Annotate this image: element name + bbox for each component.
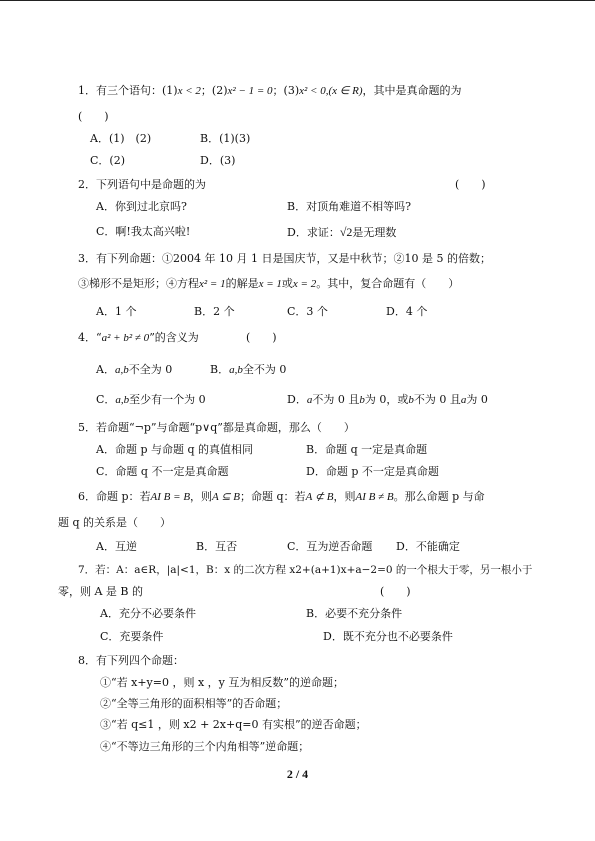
option-d: D．(3) — [200, 154, 236, 167]
math-expression: a² + b² ≠ 0 — [101, 332, 150, 344]
option-d: D．4 个 — [386, 305, 428, 318]
option-b: B．2 个 — [194, 305, 235, 318]
option-label: C． — [96, 393, 116, 406]
sqrt-expression: √2 — [339, 225, 353, 239]
option-text: 为 0，或 — [364, 393, 409, 406]
option-text: D．求证： — [287, 226, 340, 239]
option-text: 至少有一个为 0 — [129, 393, 206, 406]
option-c: C．互为逆否命题 — [287, 540, 373, 553]
question-number: 4． — [78, 331, 96, 344]
option-a: A．你到过北京吗? — [96, 200, 187, 213]
option-text: 不为 0 且 — [413, 393, 461, 406]
option-d — [287, 393, 488, 407]
question-8-item-1: ①“若 x+y=0 ，则 x ，y 互为相反数”的逆命题； — [100, 676, 344, 689]
stem-text: ；命题 q：若 — [240, 490, 306, 503]
question-7-line2: 零，则 A 是 B 的 — [58, 585, 144, 598]
question-8-stem: 8．有下列四个命题： — [78, 654, 184, 667]
stem-text: ，则 — [190, 490, 213, 503]
question-8-item-3: ③“若 q≤1 ，则 x2 + 2x+q=0 有实根”的逆否命题； — [100, 718, 367, 731]
option-d: D．既不充分也不必要条件 — [323, 630, 453, 643]
option-a: A．互逆 — [96, 540, 137, 553]
option-label: D． — [287, 393, 307, 406]
math-expression: x = 1 — [258, 278, 282, 290]
option-text: 全不为 0 — [242, 363, 287, 376]
answer-paren: ( ) — [246, 331, 277, 344]
stem-text: 的解是 — [225, 277, 259, 290]
option-b — [210, 363, 286, 377]
option-text: 是无理数 — [352, 226, 397, 239]
stem-text: ，其中是真命题的为 — [362, 84, 462, 97]
question-8-item-2: ②“全等三角形的面积相等”的否命题； — [100, 697, 288, 710]
math-expression: a — [306, 394, 313, 406]
option-a: A．1 个 — [96, 305, 137, 318]
option-a: A．充分不必要条件 — [100, 607, 196, 620]
stem-text: ”的含义为 — [149, 331, 199, 344]
option-c: C．充要条件 — [100, 630, 164, 643]
option-label: B． — [210, 363, 230, 376]
math-expression: a,b — [114, 364, 129, 376]
option-a — [96, 363, 172, 377]
option-c: C．3 个 — [287, 305, 328, 318]
option-b: B．必要不充分条件 — [306, 607, 403, 620]
math-expression: a — [460, 394, 467, 406]
option-text: 不为 0 且 — [312, 393, 360, 406]
math-expression: x < 2 — [177, 85, 201, 97]
answer-paren: ( ) — [455, 178, 486, 191]
option-b: B．命题 q 一定是真命题 — [306, 443, 428, 456]
question-8-item-4: ④“不等边三角形的三个内角相等”逆命题； — [100, 740, 310, 753]
option-b: B．对顶角难道不相等吗? — [287, 200, 411, 213]
option-a: A．(1) (2) — [90, 132, 152, 145]
option-c: C．命题 q 不一定是真命题 — [96, 465, 229, 478]
question-3-line1: 3．有下列命题：①2004 年 10 月 1 日是国庆节，又是中秋节；②10 是 5 的倍数； — [78, 252, 491, 265]
option-d: D．不能确定 — [396, 540, 460, 553]
page-number: 2 / 4 — [286, 767, 309, 781]
option-text: 不全为 0 — [128, 363, 173, 376]
math-expression: x² = 1 — [199, 278, 226, 290]
question-6-line2: 题 q 的关系是（ ） — [58, 516, 172, 529]
option-d — [287, 225, 396, 240]
question-6-line1 — [78, 490, 485, 504]
math-expression: b — [359, 394, 365, 406]
math-expression: A ⊄ B — [305, 491, 334, 503]
question-5-stem: 5．若命题“¬p”与命题“p∨q”都是真命题，那么（ ） — [78, 421, 355, 434]
stem-text: 或 — [281, 277, 293, 290]
math-expression: x = 2 — [292, 278, 317, 290]
option-a: A．命题 p 与命题 q 的真值相同 — [96, 443, 254, 456]
stem-text: 有三个语句：(1) — [96, 84, 178, 97]
page-top-rule — [0, 0, 595, 1]
option-b: B．互否 — [196, 540, 238, 553]
question-2-stem: 2．下列语句中是命题的为 — [78, 178, 206, 191]
answer-paren: ( ) — [380, 585, 411, 598]
option-b: B．(1)(3) — [200, 132, 251, 145]
stem-text: ③梯形不是矩形；④方程 — [78, 277, 199, 290]
option-d: D．命题 p 不一定是真命题 — [306, 465, 439, 478]
stem-text: 。那么命题 p 与命 — [393, 490, 485, 503]
math-expression: b — [408, 394, 414, 406]
math-expression: a,b — [229, 364, 243, 376]
option-c: C．(2) — [90, 154, 125, 167]
option-text: 为 0 — [466, 393, 488, 406]
stem-text: “ — [96, 331, 102, 344]
stem-text: 。其中，复合命题有（ ） — [316, 277, 460, 290]
answer-paren: ( ) — [78, 110, 109, 123]
math-expression: A ⊆ B — [212, 491, 241, 503]
stem-text: 6．命题 p：若 — [78, 490, 151, 503]
math-expression: x² < 0,(x ∈ R) — [299, 85, 363, 97]
question-number: 1． — [78, 84, 96, 97]
stem-text: ；(3) — [272, 84, 300, 97]
stem-text: ，则 — [333, 490, 356, 503]
question-4-stem — [78, 331, 199, 345]
option-c — [96, 393, 206, 407]
question-1-stem — [78, 84, 462, 98]
math-expression: a,b — [115, 394, 130, 406]
question-7-line1: 7．若：A：a∈R，|a|<1，B：x 的二次方程 x2+(a+1)x+a−2=0 的一个根大于零，另一根小于 — [78, 564, 533, 576]
option-c: C．啊!我太高兴啦! — [96, 225, 191, 238]
math-expression: AI B = B — [150, 491, 191, 503]
math-expression: AI B ≠ B — [355, 491, 394, 503]
stem-text: ；(2) — [200, 84, 228, 97]
question-3-line2 — [78, 277, 459, 291]
option-label: A． — [96, 363, 115, 376]
math-expression: x² − 1 = 0 — [227, 85, 273, 97]
